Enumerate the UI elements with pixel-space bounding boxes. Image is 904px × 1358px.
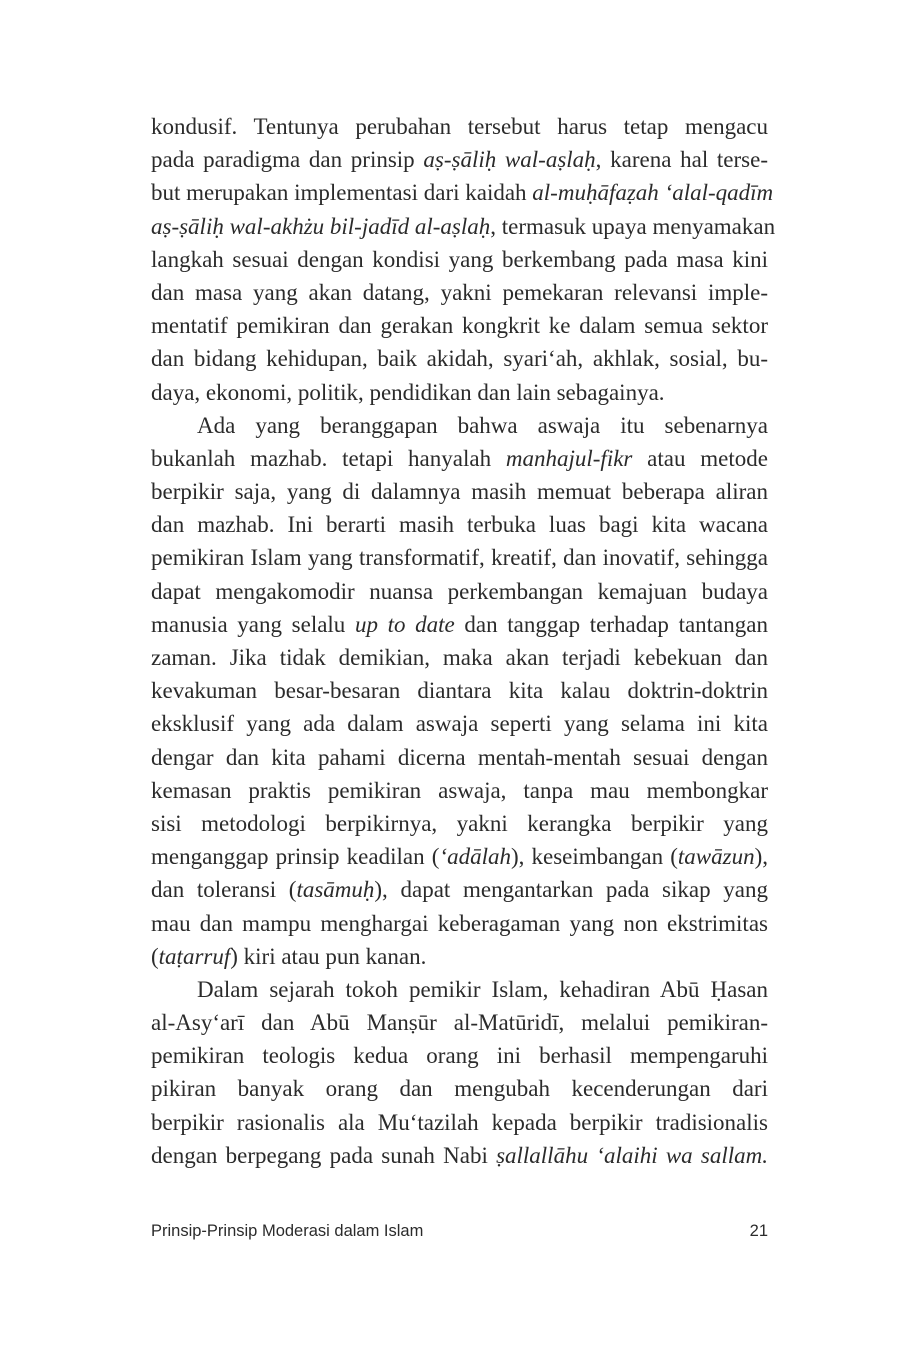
text-run: pemikiran Islam yang transformatif, kreatif, dan inovatif, sehingga: [151, 545, 768, 571]
text-line: [151, 641, 768, 674]
text-run: menganggap prinsip keadilan (: [151, 844, 440, 870]
italic-term: aṣ-ṣāliḥ wal-akhżu bil-jadīd al-aṣlaḥ: [151, 213, 491, 239]
text-line: [151, 707, 768, 740]
text-run: Dalam sejarah tokoh pemikir Islam, kehadiran Abū Ḥasan: [197, 976, 768, 1002]
text-run: pada paradigma dan prinsip: [151, 147, 424, 173]
text-line: [151, 309, 768, 342]
italic-term: taṭarruf: [158, 943, 231, 969]
text-run: kemasan praktis pemikiran aswaja, tanpa mau membongkar: [151, 777, 768, 803]
text-run: bukanlah mazhab. tetapi hanyalah: [151, 445, 506, 471]
text-run: kondusif. Tentunya perubahan tersebut harus tetap mengacu: [151, 114, 768, 139]
text-line: [151, 276, 768, 309]
italic-term: tasāmuḥ: [296, 877, 375, 903]
text-line: [151, 508, 768, 541]
text-run: ) kiri atau pun kanan.: [230, 943, 427, 969]
text-run: dan mazhab. Ini berarti masih terbuka luas bagi kita wacana: [151, 512, 768, 538]
body-text: [151, 110, 776, 1172]
text-line: [151, 475, 768, 508]
text-line: [151, 674, 768, 707]
text-run: dan toleransi (: [151, 877, 297, 903]
text-line: [151, 907, 768, 940]
text-run: al-Asy‘arī dan Abū Manṣūr al-Matūridī, melalui pemikiran-: [151, 1010, 768, 1036]
text-line: [151, 409, 768, 442]
text-line: [151, 840, 768, 873]
text-line: [151, 442, 768, 475]
text-line: [151, 940, 768, 973]
text-line: [151, 807, 768, 840]
text-run: (: [151, 943, 159, 969]
text-line: [151, 342, 768, 375]
text-run: berpikir saja, yang di dalamnya masih memuat beberapa aliran: [151, 479, 768, 505]
text-run: zaman. Jika tidak demikian, maka akan terjadi kebekuan dan: [151, 645, 768, 670]
text-run: kevakuman besar-besaran diantara kita kalau doktrin-doktrin: [151, 678, 768, 704]
text-line: [151, 1039, 768, 1072]
italic-term: up to date: [354, 611, 455, 637]
text-line: [151, 210, 776, 243]
text-line: [151, 176, 774, 209]
italic-term: ‘adālah: [439, 844, 511, 870]
text-line: [151, 1139, 768, 1172]
text-line: [151, 774, 768, 807]
text-line: [151, 1006, 768, 1039]
page-number: 21: [749, 1222, 768, 1240]
text-line: [151, 741, 768, 774]
text-run: , termasuk upaya menyamakan: [490, 213, 776, 239]
text-run: but merupakan implementasi dari kaidah: [151, 180, 533, 206]
text-run: berpikir rasionalis ala Mu‘tazilah kepada berpikir tradisionalis: [151, 1109, 768, 1135]
text-run: langkah sesuai dengan kondisi yang berkembang pada masa kini: [151, 246, 768, 272]
text-line: [151, 110, 768, 143]
text-run: , karena hal terse-: [595, 147, 768, 173]
text-run: atau metode: [632, 445, 768, 471]
text-run: sisi metodologi berpikirnya, yakni kerangka berpikir yang: [151, 810, 768, 836]
text-run: eksklusif yang ada dalam aswaja seperti yang selama ini kita: [151, 711, 768, 737]
text-run: ),: [754, 844, 768, 870]
text-run: mau dan mampu menghargai keberagaman yang non ekstrimitas: [151, 910, 768, 936]
text-run: dan bidang kehidupan, baik akidah, syari‘ah, akhlak, sosial, bu-: [151, 346, 768, 372]
text-run: pikiran banyak orang dan mengubah kecenderungan dari: [151, 1076, 768, 1102]
text-line: [151, 541, 768, 574]
text-run: ), keseimbangan (: [510, 844, 678, 870]
page-footer: [151, 1222, 768, 1248]
text-run: pemikiran teologis kedua orang ini berhasil mempengaruhi: [151, 1043, 768, 1069]
text-run: daya, ekonomi, politik, pendidikan dan lain sebagainya.: [151, 379, 665, 405]
text-run: manusia yang selalu: [151, 611, 355, 637]
italic-term: manhajul-fikr: [505, 445, 633, 471]
text-run: mentatif pemikiran dan gerakan kongkrit ke dalam semua sektor: [151, 313, 768, 339]
text-run: dengar dan kita pahami dicerna mentah-mentah sesuai dengan: [151, 744, 768, 770]
text-run: dapat mengakomodir nuansa perkembangan kemajuan budaya: [151, 578, 768, 604]
text-line: [151, 575, 768, 608]
italic-term: ṣallallāhu ‘alaihi wa sallam.: [496, 1142, 768, 1168]
text-line: [151, 608, 768, 641]
running-footer-title: Prinsip-Prinsip Moderasi dalam Islam: [151, 1222, 424, 1240]
text-run: dengan berpegang pada sunah Nabi: [151, 1142, 497, 1168]
text-line: [151, 243, 768, 276]
text-line: [151, 973, 768, 1006]
text-run: dan tanggap terhadap tantangan: [454, 611, 768, 637]
text-line: [151, 143, 768, 176]
text-line: [151, 1072, 768, 1105]
text-line: [151, 873, 768, 906]
text-line: [151, 376, 768, 409]
text-run: ), dapat mengantarkan pada sikap yang: [374, 877, 768, 903]
text-line: [151, 1106, 768, 1139]
italic-term: al-muḥāfaẓah ‘alal-qadīm: [532, 180, 774, 206]
italic-term: aṣ-ṣāliḥ wal-aṣlaḥ: [423, 147, 596, 173]
text-run: dan masa yang akan datang, yakni pemekaran relevansi imple-: [151, 279, 768, 305]
italic-term: tawāzun: [677, 844, 755, 870]
text-run: Ada yang beranggapan bahwa aswaja itu sebenarnya: [197, 412, 768, 438]
